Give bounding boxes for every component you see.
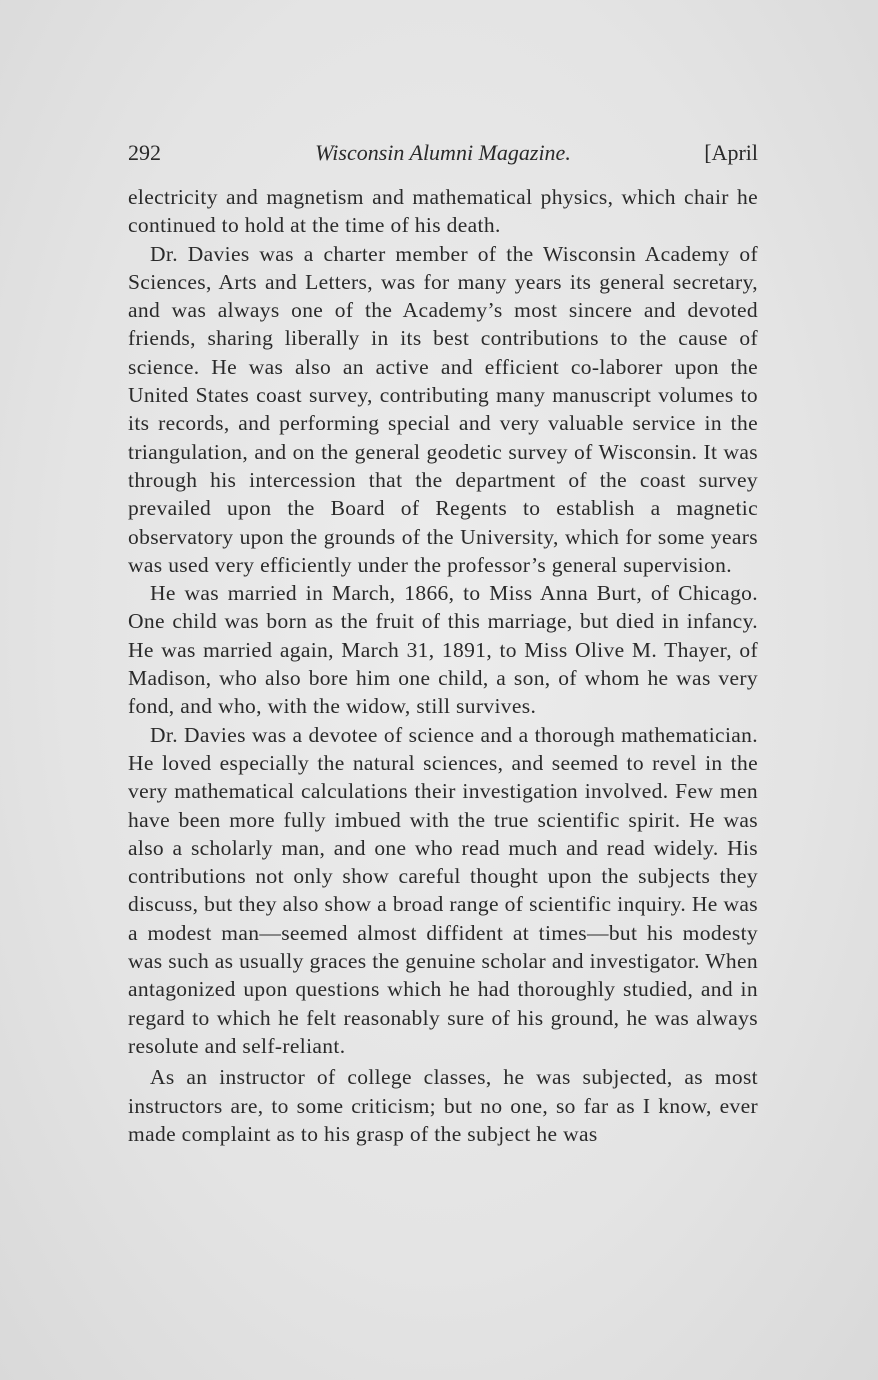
- body-text: [128, 183, 758, 1148]
- paragraph-marriage: He was married in March, 1866, to Miss Anna Burt, of Chicago. One child was born as the fruit of this marriage, but died in infancy. He was married again, March 31, 1891, to Miss Olive M. Thayer, of Madison, who also bore him one child, a son, of whom he was very fond, and who, with the widow, still survives.: [128, 581, 758, 719]
- paragraph-instructor: As an instructor of college classes, he was subjected, as most instructors are, to some criticism; but no one, so far as I know, ever made complaint as to his grasp of the subject he was: [128, 1065, 758, 1146]
- paragraph-character: Dr. Davies was a devotee of science and a thorough mathematician. He loved especially the natural sciences, and seemed to revel in the very mathematical calculations their investigation involved. Few men have been more fully imbued with the true scientific spirit. He was also a scholarly man, and one who read much and read widely. His contributions not only show careful thought upon the subjects they discuss, but they also show a broad range of scientific inquiry. He was a modest man—seemed almost diffident at times—but his modesty was such as usually graces the genuine scholar and investigator. When antagonized upon questions which he had thoroughly studied, and in regard to which he felt reasonably sure of his ground, he was always resolute and self-reliant.: [128, 722, 758, 1058]
- paragraph-continued: electricity and magnetism and mathematical physics, which chair he continued to hold at the time of his death.: [128, 185, 758, 238]
- running-header: [128, 140, 758, 174]
- page-number: 292: [128, 140, 161, 165]
- issue-month: [April: [704, 140, 758, 165]
- paragraph-academy: Dr. Davies was a charter member of the Wisconsin Academy of Sciences, Arts and Letters, was for many years its general secretary, and was always one of the Academy’s most sincere and devoted friends, sharing liberally in its best contributions to the cause of science. He was also an active and efficient co-laborer upon the United States coast survey, contributing many manuscript volumes to its records, and performing special and very valuable service in the triangulation, and on the general geodetic survey of Wisconsin. It was through his intercession that the department of the coast survey prevailed upon the Board of Regents to establish a magnetic observatory upon the grounds of the University, which for some years was used very efficiently under the professor’s general supervision.: [128, 241, 758, 577]
- journal-title: Wisconsin Alumni Magazine.: [315, 140, 571, 165]
